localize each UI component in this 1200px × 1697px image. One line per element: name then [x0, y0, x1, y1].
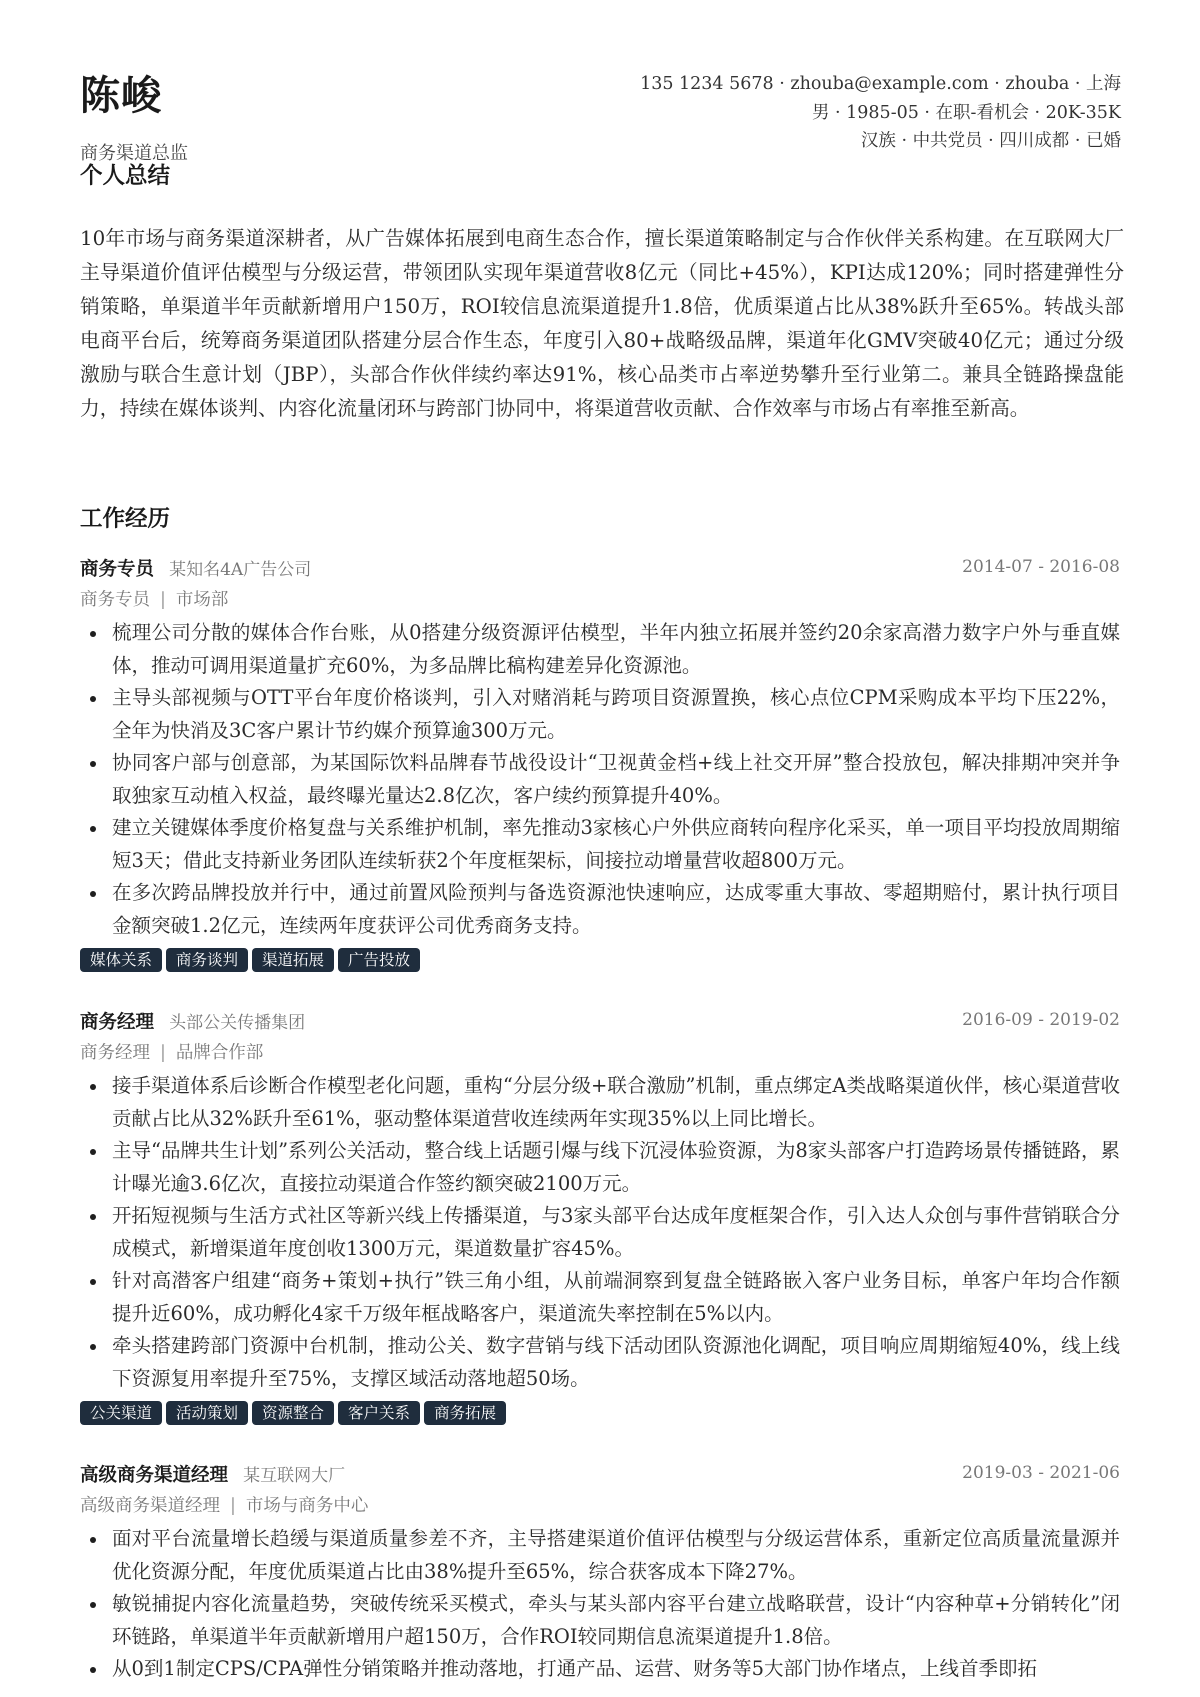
separator: | [230, 1496, 236, 1516]
separator: | [160, 590, 166, 610]
skill-tag: 资源整合 [252, 1401, 334, 1425]
job-company: 某知名4A广告公司 [169, 560, 312, 580]
skill-tags [80, 1401, 1120, 1427]
summary-section-title: 个人总结 [80, 163, 171, 189]
bullet-item: 针对高潜客户组建“商务+策划+执行”铁三角小组，从前端洞察到复盘全链路嵌入客户业务目标，单客户年均合作额提升近60%，成功孵化4家千万级年框战略客户，渠道流失率控制在5%以内。 [80, 1265, 1120, 1330]
experience-section-title: 工作经历 [80, 506, 171, 532]
job-department: 品牌合作部 [175, 1043, 264, 1063]
bullet-item: 敏锐捕捉内容化流量趋势，突破传统采买模式，牵头与某头部内容平台建立战略联营，设计“内容种草+分销转化”闭环链路，单渠道半年贡献新增用户超150万，合作ROI较同期信息流渠道提升1.8倍。 [80, 1588, 1120, 1653]
bullet-item: 牵头搭建跨部门资源中台机制，推动公关、数字营销与线下活动团队资源池化调配，项目响应周期缩短40%，线上线下资源复用率提升至75%，支撑区域活动落地超50场。 [80, 1330, 1120, 1395]
skill-tag: 商务谈判 [166, 948, 248, 972]
job-bullets [80, 1070, 1120, 1395]
bullet-item: 主导头部视频与OTT平台年度价格谈判，引入对赌消耗与跨项目资源置换，核心点位CPM采购成本平均下压22%，全年为快消及3C客户累计节约媒介预算逾300万元。 [80, 682, 1120, 747]
job-bullets [80, 617, 1120, 942]
bullet-item: 面对平台流量增长趋缓与渠道质量参差不齐，主导搭建渠道价值评估模型与分级运营体系，重新定位高质量流量源并优化资源分配，年度优质渠道占比由38%提升至65%，综合获客成本下降27%。 [80, 1523, 1120, 1588]
job-date: 2019-03 - 2021-06 [962, 1463, 1120, 1483]
job-title: 商务经理 [80, 1012, 155, 1033]
job-position: 商务经理 [80, 1043, 150, 1063]
job-position: 高级商务渠道经理 [80, 1496, 220, 1516]
bullet-item: 建立关键媒体季度价格复盘与关系维护机制，率先推动3家核心户外供应商转向程序化采买，单一项目平均投放周期缩短3天；借此支持新业务团队连续斩获2个年度框架标，间接拉动增量营收超800万元。 [80, 812, 1120, 877]
job-title: 高级商务渠道经理 [80, 1465, 229, 1486]
skill-tag: 渠道拓展 [252, 948, 334, 972]
job-title: 商务专员 [80, 559, 155, 580]
summary-text: 10年市场与商务渠道深耕者，从广告媒体拓展到电商生态合作，擅长渠道策略制定与合作伙伴关系构建。在互联网大厂主导渠道价值评估模型与分级运营，带领团队实现年渠道营收8亿元（同比+45%），KPI达成120%；同时搭建弹性分销策略，单渠道半年贡献新增用户150万，ROI较信息流渠道提升1.8倍，优质渠道占比从38%跃升至65%。转战头部电商平台后，统筹商务渠道团队搭建分层合作生态，年度引入80+战略级品牌，渠道年化GMV突破40亿元；通过分级激励与联合生意计划（JBP），头部合作伙伴续约率达91%，核心品类市占率逆势攀升至行业第二。兼具全链路操盘能力，持续在媒体谈判、内容化流量闭环与跨部门协同中，将渠道营收贡献、合作效率与市场占有率推至新高。 [80, 227, 1124, 420]
bullet-item: 在多次跨品牌投放并行中，通过前置风险预判与备选资源池快速响应，达成零重大事故、零超期赔付，累计执行项目金额突破1.2亿元，连续两年度获评公司优秀商务支持。 [80, 877, 1120, 942]
job-header [80, 555, 1120, 583]
skill-tag: 媒体关系 [80, 948, 162, 972]
job-department: 市场部 [175, 590, 229, 610]
job-subtitle [80, 583, 1120, 617]
bullet-item: 从0到1制定CPS/CPA弹性分销策略并推动落地，打通产品、运营、财务等5大部门协作堵点，上线首季即拓 [80, 1653, 1120, 1686]
job-subtitle [80, 1036, 1120, 1070]
job-company: 头部公关传播集团 [169, 1013, 306, 1033]
bullet-item: 梳理公司分散的媒体合作台账，从0搭建分级资源评估模型，半年内独立拓展并签约20余家高潜力数字户外与垂直媒体，推动可调用渠道量扩充60%，为多品牌比稿构建差异化资源池。 [80, 617, 1120, 682]
candidate-role: 商务渠道总监 [80, 143, 188, 164]
job-header [80, 1008, 1120, 1036]
separator: | [160, 1043, 166, 1063]
bullet-item: 协同客户部与创意部，为某国际饮料品牌春节战役设计“卫视黄金档+线上社交开屏”整合投放包，解决排期冲突并争取独家互动植入权益，最终曝光量达2.8亿次，客户续约预算提升40%。 [80, 747, 1120, 812]
candidate-name: 陈峻 [80, 73, 162, 119]
job-entry [80, 555, 1120, 974]
job-position: 商务专员 [80, 590, 150, 610]
contact-line: 汉族 · 中共党员 · 四川成都 · 已婚 [860, 131, 1121, 151]
job-entry [80, 1008, 1120, 1427]
job-subtitle [80, 1489, 1120, 1523]
skill-tags [80, 948, 1120, 974]
skill-tag: 商务拓展 [424, 1401, 506, 1425]
contact-line: 135 1234 5678 · zhouba@example.com · zhouba · 上海 [640, 74, 1121, 94]
job-department: 市场与商务中心 [245, 1496, 369, 1516]
skill-tag: 广告投放 [338, 948, 420, 972]
contact-info [640, 70, 1121, 156]
bullet-item: 主导“品牌共生计划”系列公关活动，整合线上话题引爆与线下沉浸体验资源，为8家头部客户打造跨场景传播链路，累计曝光逾3.6亿次，直接拉动渠道合作签约额突破2100万元。 [80, 1135, 1120, 1200]
skill-tag: 客户关系 [338, 1401, 420, 1425]
job-entry [80, 1461, 1120, 1686]
job-bullets [80, 1523, 1120, 1686]
bullet-item: 接手渠道体系后诊断合作模型老化问题，重构“分层分级+联合激励”机制，重点绑定A类战略渠道伙伴，核心渠道营收贡献占比从32%跃升至61%，驱动整体渠道营收连续两年实现35%以上同比增长。 [80, 1070, 1120, 1135]
job-date: 2016-09 - 2019-02 [962, 1010, 1120, 1030]
contact-line: 男 · 1985-05 · 在职-看机会 · 20K-35K [811, 102, 1121, 123]
bullet-item: 开拓短视频与生活方式社区等新兴线上传播渠道，与3家头部平台达成年度框架合作，引入达人众创与事件营销联合分成模式，新增渠道年度创收1300万元，渠道数量扩容45%。 [80, 1200, 1120, 1265]
job-company: 某互联网大厂 [243, 1466, 346, 1486]
skill-tag: 活动策划 [166, 1401, 248, 1425]
job-header [80, 1461, 1120, 1489]
skill-tag: 公关渠道 [80, 1401, 162, 1425]
job-date: 2014-07 - 2016-08 [962, 557, 1120, 577]
